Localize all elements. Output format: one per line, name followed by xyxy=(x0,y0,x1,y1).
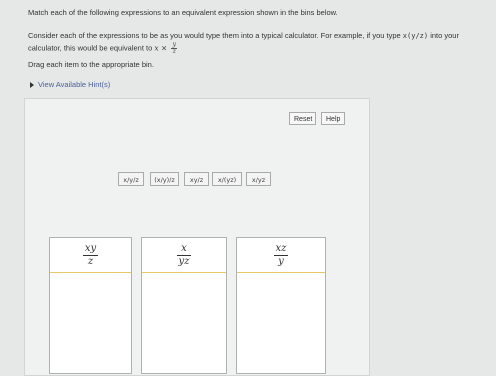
bin-x-over-yz[interactable] xyxy=(141,237,227,374)
bin-header xyxy=(50,238,131,273)
bin-fraction xyxy=(83,243,98,268)
draggable-item-xy-over-z[interactable]: xy/z xyxy=(184,172,209,186)
example-fraction xyxy=(171,42,177,55)
bin-header xyxy=(142,238,226,273)
example-code: x(y/z) xyxy=(402,32,429,40)
bin-fraction xyxy=(274,243,289,268)
view-hints-label: View Available Hint(s) xyxy=(38,80,111,89)
calculator-note xyxy=(28,30,483,55)
bin-xy-over-z[interactable] xyxy=(49,237,132,374)
help-button[interactable]: Help xyxy=(321,112,345,125)
bin-header xyxy=(237,238,325,273)
bin-xz-over-y[interactable] xyxy=(236,237,326,374)
calculator-note-text-a: Consider each of the expressions to be as you would type them into a typical calculator. For example, if you type xyxy=(28,31,401,40)
bin-fraction xyxy=(177,243,192,268)
bin-numerator: xy xyxy=(84,242,97,254)
draggable-item-x-over-paren-yz[interactable]: x/(yz) xyxy=(212,172,242,186)
calculator-note-text-b: into your calculator, this would be equivalent to xyxy=(28,31,459,53)
draggable-item-x-over-yz[interactable]: x/yz xyxy=(246,172,271,186)
bin-denominator: y xyxy=(278,255,284,267)
bin-numerator: x xyxy=(181,242,187,254)
bin-denominator: yz xyxy=(178,255,190,267)
view-hints-link[interactable] xyxy=(30,80,110,89)
draggable-item-paren-x-over-y-over-z[interactable]: (x/y)/z xyxy=(150,172,179,186)
example-fraction-denominator: z xyxy=(172,48,176,55)
instruction-text: Match each of the following expressions to an equivalent expression shown in the bins below. xyxy=(28,8,338,17)
bin-numerator: xz xyxy=(275,242,287,254)
caret-right-icon xyxy=(30,82,34,88)
draggable-item-x-over-y-over-z[interactable]: x/y/z xyxy=(118,172,144,186)
drag-instruction: Drag each item to the appropriate bin. xyxy=(28,60,154,69)
bin-denominator: z xyxy=(87,255,94,267)
example-math: x × xyxy=(154,43,168,53)
example-fraction-numerator: y xyxy=(172,41,177,48)
reset-button[interactable]: Reset xyxy=(289,112,316,125)
